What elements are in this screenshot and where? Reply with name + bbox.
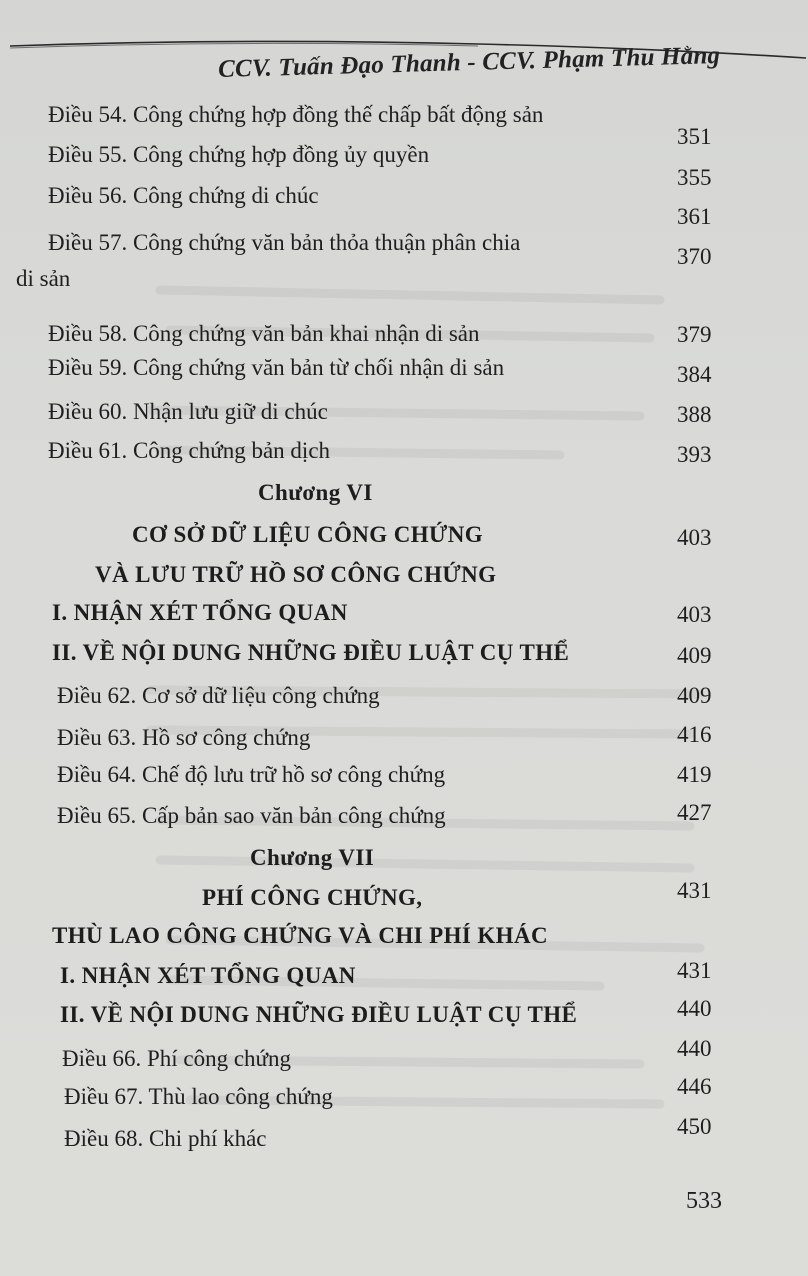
- chapter-7-section-2-page: 440: [677, 996, 712, 1021]
- toc-page-440: 440: [677, 1036, 712, 1061]
- toc-page-388: 388: [677, 402, 712, 427]
- chapter-6-section-2-page: 409: [677, 643, 712, 668]
- chapter-7-label: Chương VII: [250, 845, 375, 870]
- toc-entry-dieu-68: Điều 68. Chi phí khác: [64, 1126, 267, 1151]
- chapter-6-title-line2: VÀ LƯU TRỮ HỒ SƠ CÔNG CHỨNG: [95, 562, 497, 587]
- chapter-6-section-2: II. VỀ NỘI DUNG NHỮNG ĐIỀU LUẬT CỤ THỂ: [52, 640, 570, 665]
- chapter-7-section-1-page: 431: [677, 958, 712, 983]
- chapter-6-label: Chương VI: [258, 480, 373, 505]
- chapter-6-section-1: I. NHẬN XÉT TỔNG QUAN: [52, 600, 348, 625]
- toc-entry-dieu-63: Điều 63. Hồ sơ công chứng: [57, 725, 311, 750]
- toc-entry-dieu-62: Điều 62. Cơ sở dữ liệu công chứng: [57, 683, 380, 708]
- chapter-7-page: 431: [677, 878, 712, 903]
- chapter-6-section-1-page: 403: [677, 602, 712, 627]
- toc-page-393: 393: [677, 442, 712, 467]
- toc-entry-dieu-60: Điều 60. Nhận lưu giữ di chúc: [48, 399, 328, 424]
- toc-page-416: 416: [677, 722, 712, 747]
- toc-entry-dieu-57: Điều 57. Công chứng văn bản thỏa thuận phân chia: [48, 230, 521, 255]
- toc-page-351: 351: [677, 124, 712, 149]
- toc-page-450: 450: [677, 1114, 712, 1139]
- running-head-authors: CCV. Tuấn Đạo Thanh - CCV. Phạm Thu Hằng: [217, 42, 721, 84]
- toc-page-370: 370: [677, 244, 712, 269]
- toc-entry-dieu-66: Điều 66. Phí công chứng: [62, 1046, 292, 1071]
- chapter-7-section-2: II. VỀ NỘI DUNG NHỮNG ĐIỀU LUẬT CỤ THỂ: [60, 1002, 578, 1027]
- toc-entry-dieu-56: Điều 56. Công chứng di chúc: [48, 183, 319, 208]
- toc-entry-dieu-59: Điều 59. Công chứng văn bản từ chối nhận di sản: [48, 355, 505, 380]
- toc-entry-dieu-54: Điều 54. Công chứng hợp đồng thế chấp bất động sản: [48, 102, 544, 127]
- page-number: 533: [686, 1188, 722, 1214]
- toc-entry-dieu-58: Điều 58. Công chứng văn bản khai nhận di sản: [48, 321, 480, 346]
- chapter-6-page: 403: [677, 525, 712, 550]
- toc-entry-dieu-57-continuation: di sản: [16, 266, 71, 291]
- toc-entry-dieu-65: Điều 65. Cấp bản sao văn bản công chứng: [57, 803, 446, 828]
- chapter-7-title-line1: PHÍ CÔNG CHỨNG,: [202, 885, 423, 910]
- chapter-7-section-1: I. NHẬN XÉT TỔNG QUAN: [60, 963, 356, 988]
- toc-page-409: 409: [677, 683, 712, 708]
- chapter-6-title-line1: CƠ SỞ DỮ LIỆU CÔNG CHỨNG: [132, 522, 483, 547]
- toc-page-361: 361: [677, 204, 712, 229]
- toc-page-446: 446: [677, 1074, 712, 1099]
- toc-page-384: 384: [677, 362, 712, 387]
- toc-page-379: 379: [677, 322, 712, 347]
- toc-page-419: 419: [677, 762, 712, 787]
- toc-entry-dieu-64: Điều 64. Chế độ lưu trữ hồ sơ công chứng: [57, 762, 446, 787]
- toc-entry-dieu-61: Điều 61. Công chứng bản dịch: [48, 438, 331, 463]
- toc-entry-dieu-55: Điều 55. Công chứng hợp đồng ủy quyền: [48, 142, 430, 167]
- toc-page-355: 355: [677, 165, 712, 190]
- toc-entry-dieu-67: Điều 67. Thù lao công chứng: [64, 1084, 333, 1109]
- chapter-7-title-line2: THÙ LAO CÔNG CHỨNG VÀ CHI PHÍ KHÁC: [52, 923, 548, 948]
- toc-page-427: 427: [677, 800, 712, 825]
